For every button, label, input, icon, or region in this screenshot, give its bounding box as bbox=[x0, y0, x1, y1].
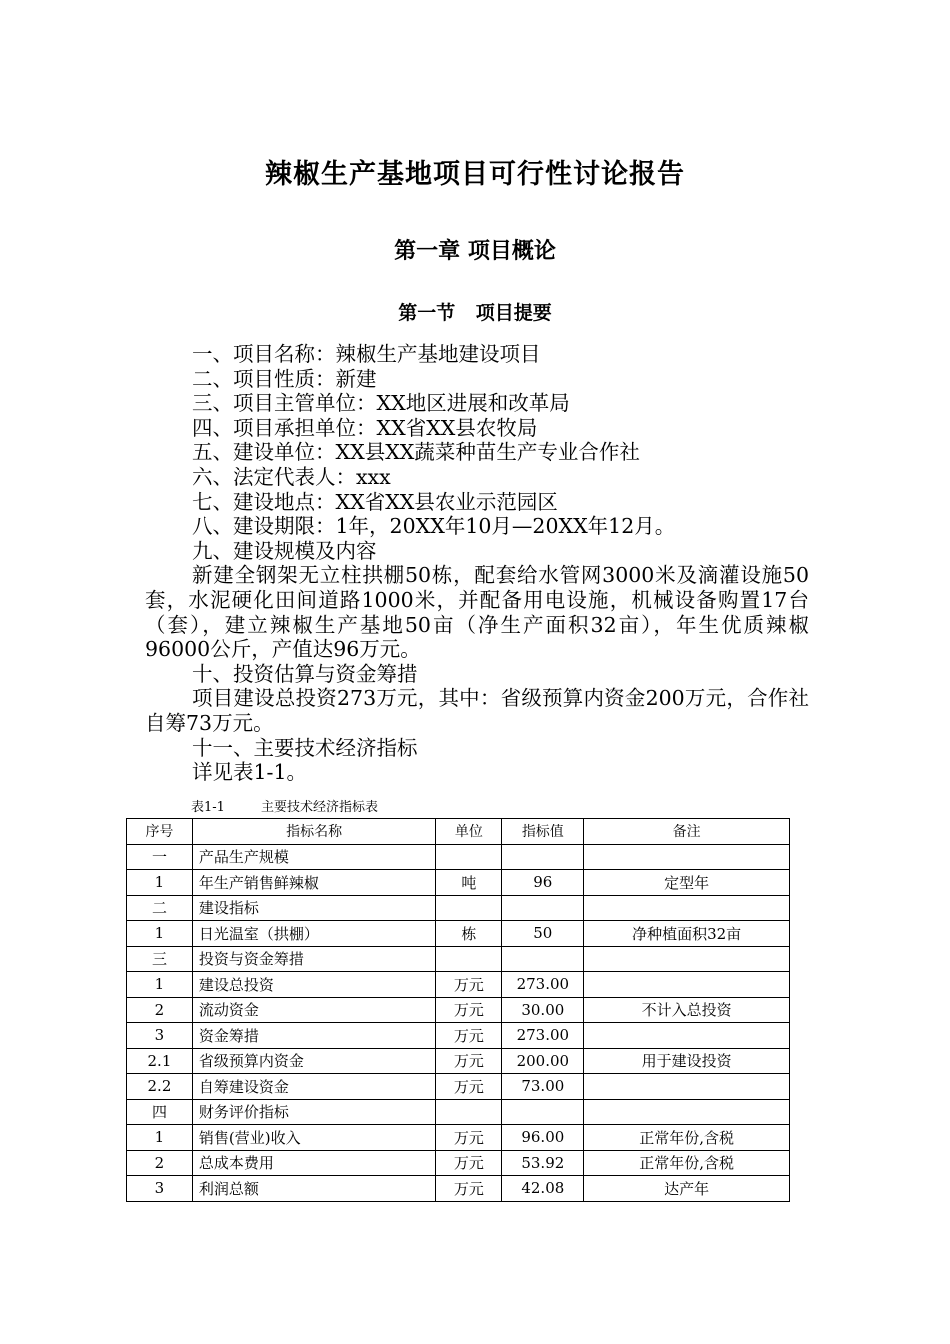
cell-value: 273.00 bbox=[502, 972, 584, 998]
cell-indicator-name: 资金筹措 bbox=[192, 1023, 436, 1049]
item-construction-unit: 五、建设单位：XX县XX蔬菜种苗生产专业合作社 bbox=[192, 440, 640, 465]
cell-value: 96 bbox=[502, 870, 584, 896]
cell-unit: 栋 bbox=[436, 921, 502, 947]
table-row bbox=[127, 946, 790, 972]
item-project-nature: 二、项目性质：新建 bbox=[192, 366, 377, 391]
cell-remark bbox=[584, 844, 790, 870]
table-caption-number: 表1-1 bbox=[191, 800, 225, 815]
cell-indicator-name: 建设总投资 bbox=[192, 972, 436, 998]
table-row bbox=[127, 895, 790, 921]
table-caption bbox=[191, 796, 378, 815]
cell-unit: 万元 bbox=[436, 1150, 502, 1176]
cell-remark: 达产年 bbox=[584, 1176, 790, 1202]
cell-indicator-name: 流动资金 bbox=[192, 997, 436, 1023]
table-row bbox=[127, 972, 790, 998]
cell-unit bbox=[436, 1099, 502, 1125]
cell-value: 53.92 bbox=[502, 1150, 584, 1176]
cell-unit: 万元 bbox=[436, 972, 502, 998]
cell-value bbox=[502, 946, 584, 972]
indicators-table bbox=[126, 818, 790, 1202]
cell-no: 三 bbox=[127, 946, 193, 972]
cell-value bbox=[502, 1099, 584, 1125]
table-row bbox=[127, 844, 790, 870]
cell-no: 一 bbox=[127, 844, 193, 870]
table-row bbox=[127, 1150, 790, 1176]
cell-value: 96.00 bbox=[502, 1125, 584, 1151]
item-project-name: 一、项目名称：辣椒生产基地建设项目 bbox=[192, 342, 541, 366]
cell-no: 2.2 bbox=[127, 1074, 193, 1100]
header-no: 序号 bbox=[127, 819, 193, 845]
cell-indicator-name: 省级预算内资金 bbox=[192, 1048, 436, 1074]
cell-unit: 万元 bbox=[436, 1074, 502, 1100]
investment-paragraph: 项目建设总投资273万元，其中：省级预算内资金200万元，合作社自筹73万元。 bbox=[145, 686, 809, 735]
item-see-table: 详见表1-1。 bbox=[192, 760, 308, 785]
table-body bbox=[127, 844, 790, 1201]
item-scale-heading: 九、建设规模及内容 bbox=[192, 538, 377, 563]
section-heading: 第一节 项目提要 bbox=[398, 302, 552, 324]
cell-value: 200.00 bbox=[502, 1048, 584, 1074]
cell-unit: 吨 bbox=[436, 870, 502, 896]
cell-no: 3 bbox=[127, 1176, 193, 1202]
cell-value bbox=[502, 895, 584, 921]
table-row bbox=[127, 997, 790, 1023]
document-body bbox=[145, 342, 809, 785]
cell-unit: 万元 bbox=[436, 1176, 502, 1202]
cell-remark bbox=[584, 1074, 790, 1100]
cell-indicator-name: 年生产销售鲜辣椒 bbox=[192, 870, 436, 896]
cell-no: 2 bbox=[127, 1150, 193, 1176]
cell-indicator-name: 建设指标 bbox=[192, 895, 436, 921]
cell-unit bbox=[436, 895, 502, 921]
document-title: 辣椒生产基地项目可行性讨论报告 bbox=[265, 159, 685, 190]
cell-indicator-name: 总成本费用 bbox=[192, 1150, 436, 1176]
cell-remark: 正常年份,含税 bbox=[584, 1150, 790, 1176]
header-unit: 单位 bbox=[436, 819, 502, 845]
table-row bbox=[127, 1023, 790, 1049]
cell-no: 3 bbox=[127, 1023, 193, 1049]
cell-remark bbox=[584, 946, 790, 972]
table-row bbox=[127, 1074, 790, 1100]
cell-remark: 不计入总投资 bbox=[584, 997, 790, 1023]
cell-value: 42.08 bbox=[502, 1176, 584, 1202]
cell-indicator-name: 投资与资金筹措 bbox=[192, 946, 436, 972]
cell-no: 1 bbox=[127, 921, 193, 947]
item-indicators-heading: 十一、主要技术经济指标 bbox=[192, 735, 418, 760]
item-construction-site: 七、建设地点：XX省XX县农业示范园区 bbox=[192, 489, 558, 514]
header-indicator-name: 指标名称 bbox=[192, 819, 436, 845]
cell-value: 73.00 bbox=[502, 1074, 584, 1100]
table-row bbox=[127, 921, 790, 947]
cell-value: 273.00 bbox=[502, 1023, 584, 1049]
cell-remark: 净种植面积32亩 bbox=[584, 921, 790, 947]
item-legal-representative: 六、法定代表人：xxx bbox=[192, 464, 391, 489]
cell-remark: 定型年 bbox=[584, 870, 790, 896]
table-caption-text: 主要技术经济指标表 bbox=[260, 800, 378, 815]
cell-no: 二 bbox=[127, 895, 193, 921]
cell-no: 2 bbox=[127, 997, 193, 1023]
chapter-heading: 第一章 项目概论 bbox=[394, 238, 556, 264]
cell-remark: 正常年份,含税 bbox=[584, 1125, 790, 1151]
item-undertaking-unit: 四、项目承担单位：XX省XX县农牧局 bbox=[192, 415, 538, 440]
cell-unit: 万元 bbox=[436, 1023, 502, 1049]
scale-paragraph: 新建全钢架无立柱拱棚50栋，配套给水管网3000米及滴灌设施50套，水泥硬化田间道路1000米，并配备用电设施，机械设备购置17台（套），建立辣椒生产基地50亩（净生产面积32亩），年生优质辣椒96000公斤，产值达96万元。 bbox=[145, 563, 809, 662]
cell-value: 50 bbox=[502, 921, 584, 947]
cell-no: 1 bbox=[127, 972, 193, 998]
cell-value bbox=[502, 844, 584, 870]
cell-unit bbox=[436, 844, 502, 870]
cell-unit: 万元 bbox=[436, 997, 502, 1023]
cell-unit: 万元 bbox=[436, 1048, 502, 1074]
table-row bbox=[127, 1048, 790, 1074]
cell-no: 四 bbox=[127, 1099, 193, 1125]
cell-remark bbox=[584, 895, 790, 921]
cell-remark bbox=[584, 1023, 790, 1049]
cell-indicator-name: 产品生产规模 bbox=[192, 844, 436, 870]
cell-indicator-name: 利润总额 bbox=[192, 1176, 436, 1202]
item-construction-period: 八、建设期限：1年，20XX年10月—20XX年12月。 bbox=[192, 514, 676, 539]
table-row bbox=[127, 1125, 790, 1151]
cell-unit bbox=[436, 946, 502, 972]
cell-no: 1 bbox=[127, 870, 193, 896]
cell-indicator-name: 日光温室（拱棚） bbox=[192, 921, 436, 947]
item-supervising-unit: 三、项目主管单位：XX地区进展和改革局 bbox=[192, 391, 570, 416]
cell-no: 2.1 bbox=[127, 1048, 193, 1074]
cell-no: 1 bbox=[127, 1125, 193, 1151]
cell-unit: 万元 bbox=[436, 1125, 502, 1151]
table-row bbox=[127, 1176, 790, 1202]
cell-value: 30.00 bbox=[502, 997, 584, 1023]
cell-remark bbox=[584, 1099, 790, 1125]
item-investment-heading: 十、投资估算与资金筹措 bbox=[192, 661, 418, 686]
header-value: 指标值 bbox=[502, 819, 584, 845]
table-header-row bbox=[127, 819, 790, 845]
table-row bbox=[127, 870, 790, 896]
header-remark: 备注 bbox=[584, 819, 790, 845]
table-row bbox=[127, 1099, 790, 1125]
cell-remark bbox=[584, 972, 790, 998]
cell-remark: 用于建设投资 bbox=[584, 1048, 790, 1074]
cell-indicator-name: 财务评价指标 bbox=[192, 1099, 436, 1125]
cell-indicator-name: 销售(营业)收入 bbox=[192, 1125, 436, 1151]
cell-indicator-name: 自筹建设资金 bbox=[192, 1074, 436, 1100]
